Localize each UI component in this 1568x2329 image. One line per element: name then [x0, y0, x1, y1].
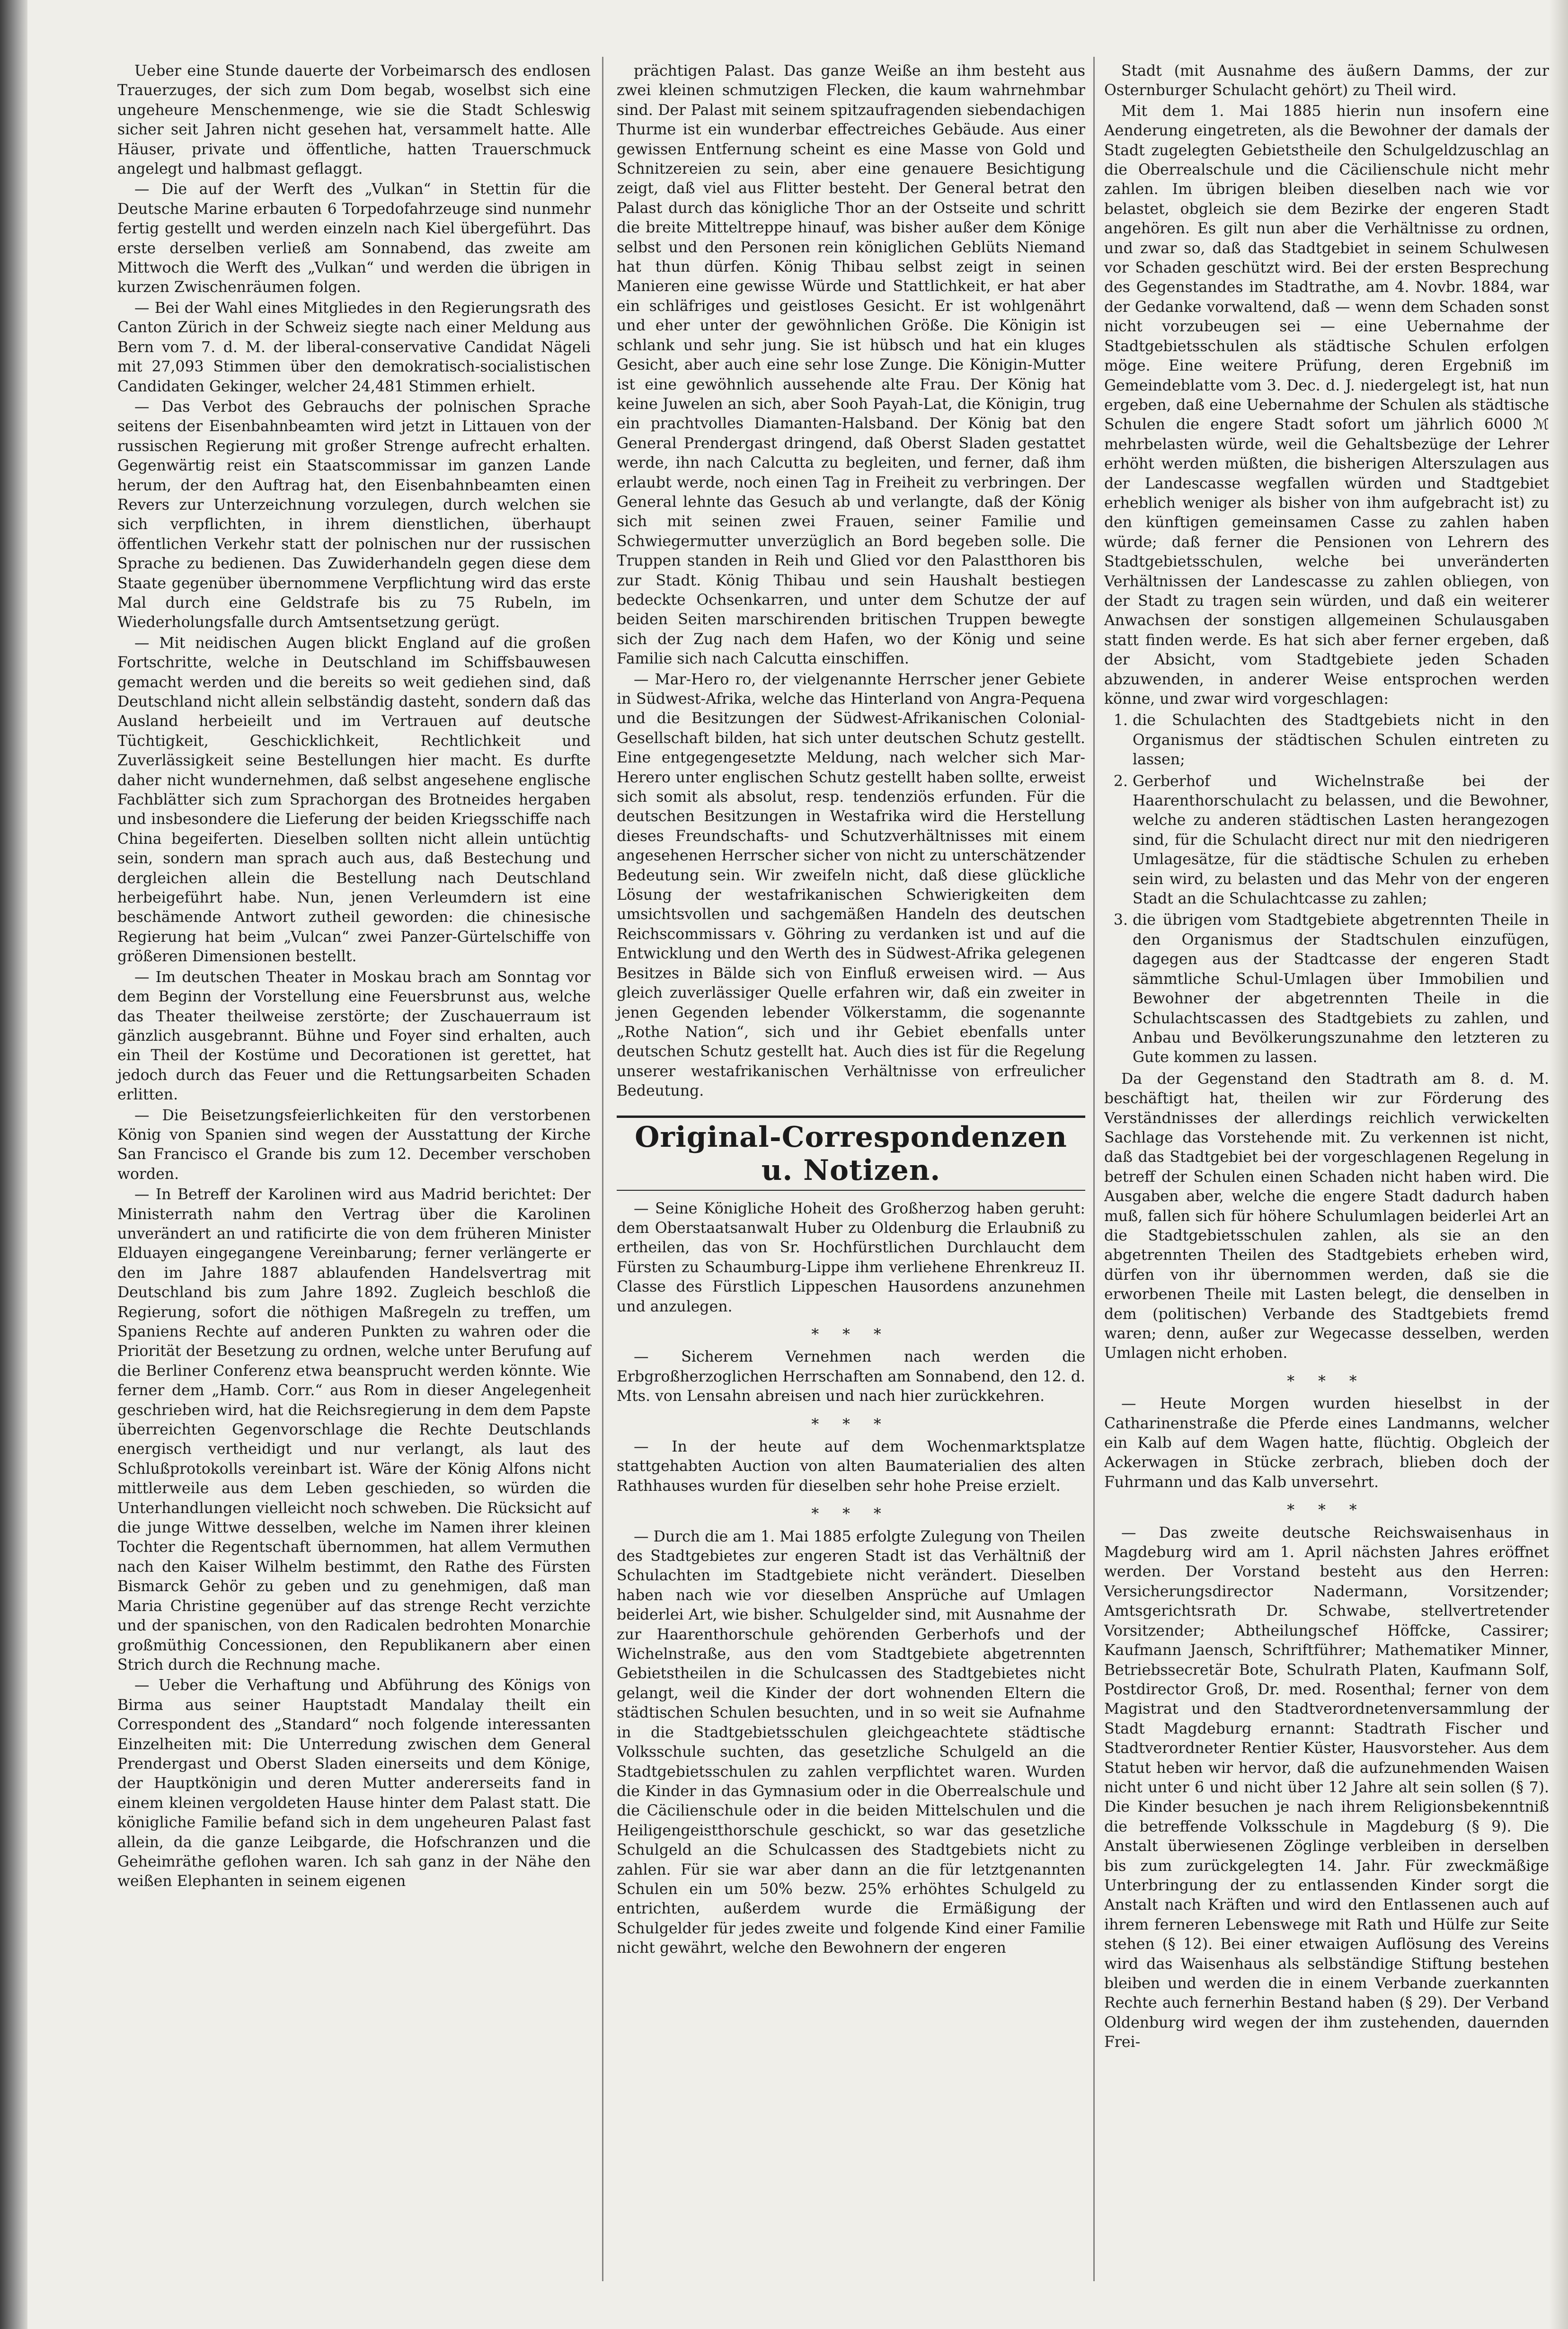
- column-3: [1104, 62, 1549, 2053]
- article-paragraph: — Ueber die Verhaftung und Abführung des Königs von Birma aus seiner Hauptstadt Mandalay theilt ein Correspondent des „Standard“ noch folgende interessanten Einzelheiten mit: Die Unterredung zwischen dem General Prendergast und Oberst Sladen einerseits und dem Könige, der Hauptkönigin und deren Mutter andererseits fand in einem kleinen vergoldeten Hause hinter dem Palast statt. Die königliche Familie befand sich in dem ungeheuren Palast fast allein, da die ganze Leibgarde, die Hofschranzen und die Geheimräthe geflohen waren. Ich sah ganz in der Nähe den weißen Elephanten in seinem eigenen: [117, 1677, 591, 1890]
- newspaper-page: [27, 0, 1568, 2329]
- notice-paragraph: — In der heute auf dem Wochenmarktsplatze stattgehabten Auction von alten Baumaterialien des alten Rathhauses wurden für dieselben sehr hohe Preise erzielt.: [617, 1438, 1085, 1495]
- notice-paragraph: — Durch die am 1. Mai 1885 erfolgte Zulegung von Theilen des Stadtgebietes zur engeren Stadt ist das Verhältniß der Schulachten im Stadtgebiete nicht verändert. Dieselben haben nach wie vor dieselben Ansprüche auf Umlagen beiderlei Art, wie bisher. Schulgelder sind, mit Ausnahme der zur Haarenthorschule gehörenden Gerberhofs und der Wichelnstraße, aus den vom Stadtgebiete abgetrennten Gebietstheilen in die Schulcassen des Stadtgebietes nicht gelangt, weil die Kinder der dort wohnenden Eltern die städtischen Schulen besuchten, und in so weit sie Aufnahme in die Stadtgebietsschulen gleichgeachtete städtische Volksschule suchten, das gesetzliche Schulgeld an die Stadtgebietsschulen zu zahlen verpflichtet waren. Wurden die Kinder in das Gymnasium oder in die Oberrealschule und die Cäcilienschule oder in die beiden Mittelschulen und die Heiligengeistthorschule geschickt, so war das gesetzliche Schulgeld an die Schulcassen des Stadtgebiets nicht zu zahlen. Für sie war aber dann an die für letztgenannten Schulen ein um 50% bezw. 25% erhöhtes Schulgeld zu entrichten, außerdem wurde die Ermäßigung der Schulgelder für jedes zweite und folgende Kind einer Familie nicht gewährt, welche den Bewohnern der engeren: [617, 1528, 1085, 1957]
- article-paragraph: — Im deutschen Theater in Moskau brach am Sonntag vor dem Beginn der Vorstellung eine Feuersbrunst aus, welche das Theater theilweise zerstörte; der Zuschauerraum ist gänzlich ausgebrannt. Bühne und Foyer sind erhalten, auch ein Theil der Kostüme und Decorationen ist gerettet, hat jedoch durch das Feuer und die Rettungsarbeiten Schaden erlitten.: [117, 968, 591, 1104]
- proposal-item: 3. die übrigen vom Stadtgebiete abgetrennten Theile in den Organismus der Stadtschulen einzufügen, dagegen aus der Stadtcasse der engeren Stadt sämmtliche Schul-Umlagen über Immobilien und Bewohner der abgetrennten Theile in die Schulachtscassen des Stadtgebiets zu zahlen, und Anbau und Bevölkerungszunahme den letzteren zu Gute kommen zu lassen.: [1133, 911, 1549, 1067]
- column-rule: [1093, 57, 1095, 2281]
- article-paragraph: Ueber eine Stunde dauerte der Vorbeimarsch des endlosen Trauerzuges, der sich zum Dom begab, woselbst sich eine ungeheure Menschenmenge, wie sie die Stadt Schleswig sicher seit Jahren nicht gesehen hat, versammelt hatte. Alle Häuser, private und öffentliche, hatten Trauerschmuck angelegt und halbmast geflaggt.: [117, 62, 591, 178]
- column-rule: [602, 57, 603, 2281]
- article-paragraph: — Mit neidischen Augen blickt England auf die großen Fortschritte, welche in Deutschland im Schiffsbauwesen gemacht werden und die bereits so weit gediehen sind, daß Deutschland nicht allein selbständig dasteht, sondern daß das Ausland herbeieilt und im Vertrauen auf deutsche Tüchtigkeit, Geschicklichkeit, Rechtlichkeit und Zuverlässigkeit seine Bestellungen hier macht. Es durfte daher nicht wundernehmen, daß selbst angesehene englische Fachblätter sich zum Sprachorgan des Brotneides hergaben und insbesondere die Lieferung der beiden Kriegsschiffe nach China begeiferten. Dieselben sollten nicht allein untüchtig sein, sondern man sprach auch aus, daß Bestechung und dergleichen allein die Bestellung nach Deutschland herbeigeführt habe. Nun, jenen Verleumdern ist eine beschämende Antwort zutheil geworden: die chinesische Regierung hat beim „Vulcan“ zwei Panzer-Gürtelschiffe von größeren Dimensionen bestellt.: [117, 634, 591, 965]
- notice-paragraph: — Seine Königliche Hoheit des Großherzog haben geruht: dem Oberstaatsanwalt Huber zu Oldenburg die Erlaubniß zu ertheilen, das von Sr. Hochfürstlichen Durchlaucht dem Fürsten zu Schaumburg-Lippe ihm verliehene Ehrenkreuz II. Classe des Fürstlich Lippeschen Hausordens anzunehmen und anzulegen.: [617, 1200, 1085, 1315]
- proposal-list: [1104, 711, 1549, 1067]
- section-heading: Original-Correspondenzen u. Notizen.: [617, 1116, 1085, 1191]
- article-paragraph: — Das Verbot des Gebrauchs der polnischen Sprache seitens der Eisenbahnbeamten wird jetzt in Littauen von der russischen Regierung mit großer Strenge aufrecht erhalten. Gegenwärtig reist ein Staatscommissar im ganzen Lande herum, der den Auftrag hat, den Eisenbahnbeamten einen Revers zur Unterzeichnung vorzulegen, durch welchen sie sich verpflichten, in ihrem dienstlichen, überhaupt öffentlichen Verkehr statt der polnischen nur der russischen Sprache zu bedienen. Das Zuwiderhandeln gegen diese dem Staate gegenüber übernommene Verpflichtung wird das erste Mal durch eine Geldstrafe bis zu 75 Rubeln, im Wiederholungsfalle durch Amtsentsetzung gerügt.: [117, 398, 591, 631]
- column-1: [117, 62, 591, 1892]
- article-paragraph: — Mar-Hero ro, der vielgenannte Herrscher jener Gebiete in Südwest-Afrika, welche das Hinterland von Angra-Pequena und die Besitzungen der Südwest-Afrikanischen Colonial-Gesellschaft bilden, hat sich unter deutschen Schutz gestellt. Eine entgegengesetzte Meldung, nach welcher sich Mar-Herero unter englischen Schutz gestellt haben sollte, erweist sich somit als absolut, resp. tendenziös erfunden. Für die deutschen Besitzungen in Westafrika wird die Herstellung dieses Freundschafts- und Schutzverhältnisses mit einem angesehenen Herrscher sicher von nicht zu unterschätzender Bedeutung sein. Wir zweifeln nicht, daß diese glückliche Lösung der westafrikanischen Schwierigkeiten dem umsichtsvollen und sachgemäßen Handeln des deutschen Reichscommissars v. Göhring zu verdanken ist und auf die Entwicklung und den Werth des in Südwest-Afrika gelegenen Besitzes in Bälde sich von Einfluß erweisen wird. — Aus gleich zuverlässiger Quelle erfahren wir, daß ein zweiter in jenen Gegenden lebender Völkerstamm, die sogenannte „Rothe Nation“, sich und ihr Gebiet ebenfalls unter deutschen Schutz gestellt hat. Auch dies ist für die Regelung unserer westafrikanischen Verhältnisse von erfreulicher Bedeutung.: [617, 671, 1085, 1100]
- notice-paragraph: — Heute Morgen wurden hieselbst in der Catharinenstraße die Pferde eines Landmanns, welcher ein Kalb auf dem Wagen hatte, flüchtig. Obgleich der Ackerwagen in Stücke zerbrach, blieben doch der Fuhrmann und das Kalb unversehrt.: [1104, 1395, 1549, 1491]
- article-paragraph: prächtigen Palast. Das ganze Weiße an ihm besteht aus zwei kleinen schmutzigen Flecken, die kaum wahrnehmbar sind. Der Palast mit seinem spitzaufragenden siebendachigen Thurme ist ein wunderbar effectreiches Gebäude. Aus einer gewissen Entfernung scheint es eine Masse von Gold und Schnitzereien zu sein, aber eine genauere Besichtigung zeigt, daß viel aus Flitter besteht. Der General betrat den Palast durch das königliche Thor an der Ostseite und schritt die breite Mitteltreppe hinauf, was bisher außer dem Könige selbst und den Personen rein königlichen Geblüts Niemand hat thun dürfen. König Thibau selbst zeigt in seinen Manieren eine gewisse Würde und Stattlichkeit, er hat aber ein schläfriges und geistloses Gesicht. Er ist wohlgenährt und eher unter der gewöhnlichen Größe. Die Königin ist schlank und sehr jung. Sie ist hübsch und hat ein kluges Gesicht, aber auch eine sehr lose Zunge. Die Königin-Mutter ist eine gewöhnlich aussehende alte Frau. Der König hat keine Juwelen an sich, aber Sooh Payah-Lat, die Königin, trug ein prachtvolles Diamanten-Halsband. Der König bat den General Prendergast dringend, daß Oberst Sladen gestattet werde, ihn nach Calcutta zu begleiten, und ferner, daß ihm erlaubt werde, noch einen Tag in Freiheit zu verbringen. Der General lehnte das Gesuch ab und verlangte, daß der König sich mit seinen zwei Frauen, seiner Familie und Schwiegermutter unverzüglich an Bord begeben solle. Die Truppen standen in Reih und Glied vor den Palastthoren bis zur Stadt. König Thibau und sein Haushalt bestiegen bedeckte Ochsenkarren, und unter dem Schutze der auf beiden Seiten marschirenden britischen Truppen bewegte sich der Zug nach dem Hafen, wo der König und seine Familie sich nach Calcutta einschiffen.: [617, 62, 1085, 668]
- separator-stars: * * *: [811, 1326, 891, 1343]
- notice-paragraph: — Sicherem Vernehmen nach werden die Erbgroßherzoglichen Herrschaften am Sonnabend, den 12. d. Mts. von Lensahn abreisen und nach hier zurückkehren.: [617, 1348, 1085, 1405]
- article-paragraph: Stadt (mit Ausnahme des äußern Damms, der zur Osternburger Schulacht gehört) zu Theil wird.: [1104, 62, 1549, 99]
- article-paragraph: — Die Beisetzungsfeierlichkeiten für den verstorbenen König von Spanien sind wegen der Ausstattung der Kirche San Francisco el Grande bis zum 12. December verschoben worden.: [117, 1107, 591, 1183]
- separator-stars: * * *: [1287, 1373, 1366, 1390]
- separator-stars: * * *: [1287, 1502, 1366, 1519]
- separator-stars: * * *: [811, 1505, 891, 1523]
- article-paragraph: — In Betreff der Karolinen wird aus Madrid berichtet: Der Ministerrath nahm den Vertrag über die Karolinen unverändert an und ratificirte die von dem früheren Minister Elduayen eingegangene Vereinbarung; ferner verlängerte er den im Jahre 1887 ablaufenden Handelsvertrag mit Deutschland bis zum Jahre 1892. Zugleich beschloß die Regierung, sofort die nöthigen Maßregeln zu treffen, um Spaniens Rechte auf anderen Punkten zu wahren oder die Priorität der Besetzung zu ordnen, welche unter Berufung auf die Berliner Conferenz etwa beansprucht werden könnte. Wie ferner dem „Hamb. Corr.“ aus Rom in dieser Angelegenheit geschrieben wird, hat die Reichsregierung in dem dem Papste überreichten Gegenvorschlage die Rechte Deutschlands energisch vertheidigt und nur verlangt, als laut des Schlußprotokolls vereinbart ist. Wäre der König Alfons nicht mittlerweile aus dem Leben geschieden, so würden die Unterhandlungen vielleicht noch schweben. Die Rücksicht auf die junge Wittwe desselben, welche im Namen ihrer kleinen Tochter die Regentschaft übernommen, hat allem Vermuthen nach den Kaiser Wilhelm bestimmt, den Rathe des Fürsten Bismarck Gehör zu geben und zu genehmigen, daß man Maria Christine gegenüber auf das strenge Recht verzichte und der spanischen, von den Radicalen bedrohten Monarchie großmüthig Concessionen, den Republikanern aber einen Strich durch die Rechnung mache.: [117, 1186, 591, 1674]
- scan-binding-shadow: [0, 0, 27, 2329]
- article-paragraph: Mit dem 1. Mai 1885 hierin nun insofern eine Aenderung eingetreten, als die Bewohner der damals der Stadt zugelegten Gebietstheile den Schulgeldzuschlag an die Oberrealschule und die Cäcilienschule nicht mehr zahlen. Im übrigen bleiben dieselben nach wie vor belastet, obgleich sie dem Bezirke der engeren Stadt angehören. Es gilt nun aber die Verhältnisse zu ordnen, und zwar so, daß das Stadtgebiet in seinem Schulwesen vor Schaden geschützt wird. Bei der ersten Besprechung des Gegenstandes im Stadtrathe, am 4. Novbr. 1884, war der Gedanke vorwaltend, daß — wenn dem Schaden sonst nicht vorzubeugen sei — eine Uebernahme der Stadtgebietsschulen als städtische Schulen erfolgen möge. Eine weitere Prüfung, deren Ergebniß im Gemeindeblatte vom 3. Dec. d. J. niedergelegt ist, hat nun ergeben, daß eine Uebernahme der Schulen als städtische Schulen die engere Stadt sofort um jährlich 6000 ℳ mehrbelasten würde, weil die Gehaltsbezüge der Lehrer erhöht werden müßten, die bisherigen Alterszulagen aus der Landescasse wegfallen würden und Stadtgebiet erheblich weniger als bisher von ihm aufgebracht ist) zu den künftigen gemeinsamen Casse zu zahlen haben würde; daß ferner die Pensionen von Lehrern des Stadtgebietsschulen, welche bei unveränderten Verhältnissen der Landescasse zu zahlen obliegen, von der Stadt zu tragen sein würden, und daß ein weiterer Anwachsen der sonstigen allgemeinen Schulausgaben statt finden werde. Es hat sich aber ferner ergeben, daß der Absicht, vom Stadtgebiete jeden Schaden abzuwenden, in anderer Weise entsprochen werden könne, und zwar wird vorgeschlagen:: [1104, 102, 1549, 708]
- column-2: [617, 62, 1085, 1958]
- proposal-item: 2. Gerberhof und Wichelnstraße bei der Haarenthorschulacht zu belassen, und die Bewohner, welche zu anderen städtischen Lasten herangezogen sind, für die Schulacht direct nur mit den niedrigeren Umlagesätze, für die städtische Schulen zu erheben sein wird, zu belasten und das Mehr von der engeren Stadt an die Schulachtcasse zu zahlen;: [1133, 772, 1549, 909]
- notice-paragraph: — Das zweite deutsche Reichswaisenhaus in Magdeburg wird am 1. April nächsten Jahres eröffnet werden. Der Vorstand besteht aus den Herren: Versicherungsdirector Nadermann, Vorsitzender; Amtsgerichtsrath Dr. Schwabe, stellvertretender Vorsitzender; Abtheilungschef Höffcke, Cassirer; Kaufmann Jaensch, Schriftführer; Mathematiker Minner, Betriebssecretär Bote, Schulrath Platen, Kaufmann Solf, Postdirector Groß, Dr. med. Rosenthal; ferner von dem Magistrat und den Stadtverordnetenversammlung der Stadt Magdeburg ernannt: Stadtrath Fischer und Stadtverordneter Rentier Küster, Hausvorsteher. Aus dem Statut heben wir hervor, daß die aufzunehmenden Waisen nicht unter 6 und nicht über 12 Jahre alt sein sollen (§ 7). Die Kinder besuchen je nach ihrem Religionsbekenntniß die betreffende Volksschule in Magdeburg (§ 9). Die Anstalt überwiesenen Zöglinge verbleiben in derselben bis zum zurückgelegten 14. Jahr. Für zweckmäßige Unterbringung der zu entlassenden Kinder sorgt die Anstalt nach Kräften und wird den Entlassenen auch auf ihrem ferneren Lebenswege mit Rath und Hülfe zur Seite stehen (§ 12). Bei einer etwaigen Auflösung des Vereins wird das Waisenhaus als selbständige Stiftung bestehen bleiben und werden die in einem Verbande zuerkannten Rechte auch fernerhin Bestand haben (§ 29). Der Verband Oldenburg wird wegen der ihm zustehenden, dauernden Frei-: [1104, 1524, 1549, 2051]
- page-edge: [1549, 0, 1568, 2329]
- article-paragraph: — Bei der Wahl eines Mitgliedes in den Regierungsrath des Canton Zürich in der Schweiz siegte nach einer Meldung aus Bern vom 7. d. M. der liberal-conservative Candidat Nägeli mit 27,093 Stimmen über den demokratisch-socialistischen Candidaten Gekinger, welcher 24,481 Stimmen erhielt.: [117, 299, 591, 395]
- proposal-item: 1. die Schulachten des Stadtgebiets nicht in den Organismus der städtischen Schulen eintreten zu lassen;: [1133, 711, 1549, 770]
- article-paragraph: — Die auf der Werft des „Vulkan“ in Stettin für die Deutsche Marine erbauten 6 Torpedofahrzeuge sind nunmehr fertig gestellt und werden einzeln nach Kiel übergeführt. Das erste derselben verließ am Sonnabend, das zweite am Mittwoch die Werft des „Vulkan“ und werden die übrigen in kurzen Zwischenräumen folgen.: [117, 181, 591, 296]
- separator-stars: * * *: [811, 1416, 891, 1433]
- article-paragraph: Da der Gegenstand den Stadtrath am 8. d. M. beschäftigt hat, theilen wir zur Förderung des Verständnisses der allerdings reichlich verwickelten Sachlage das Vorstehende mit. Zu verkennen ist nicht, daß das Stadtgebiet bei der vorgeschlagenen Regelung in betreff der Schulen einen Schaden nicht haben wird. Die Ausgaben aber, welche die engere Stadt dadurch haben muß, fallen sich für höhere Schulumlagen beiderlei Art an die Stadtgebietsschulen zahlen, als sie an den abgetrennten Theilen des Stadtgebiets erheben wird, dürfen von ihr übernommen werden, daß sie die erworbenen Theile mit Lasten belegt, die denselben in dem (politischen) Verbande des Stadtgebiets fremd waren; denn, außer zur Wegecasse desselben, werden Umlagen nicht erhoben.: [1104, 1070, 1549, 1362]
